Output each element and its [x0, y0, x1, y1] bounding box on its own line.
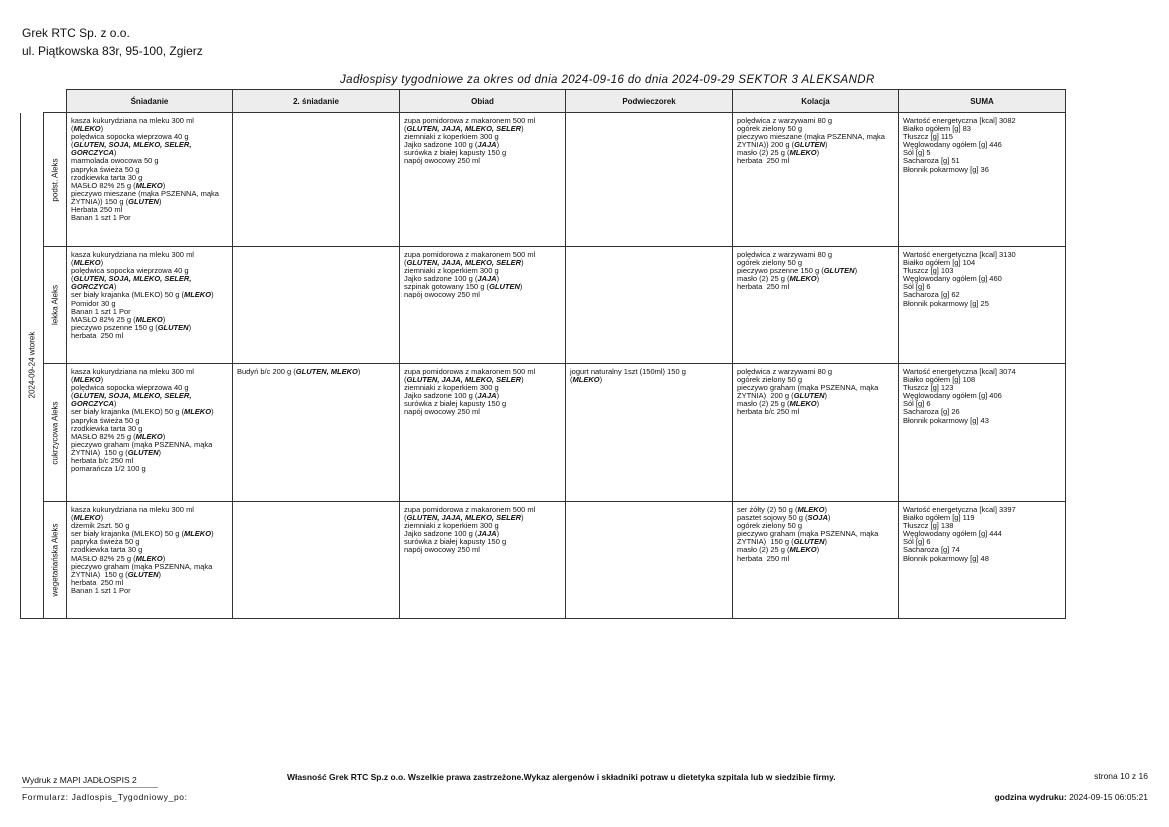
page-number: strona 10 z 16: [1094, 771, 1148, 781]
meal-cell-2-sniadanie: [233, 502, 400, 619]
meal-cell-kolacja: [733, 364, 899, 502]
allergen-text: GLUTEN: [127, 447, 159, 457]
meal-text: ): [599, 375, 603, 385]
date-cell: [21, 113, 44, 619]
diet-cell: [44, 502, 67, 619]
meal-text: ) polędwica sopocka wieprzowa 40 g (: [71, 258, 189, 284]
menu-body: [21, 113, 1066, 619]
allergen-text: GLUTEN: [823, 266, 855, 276]
meal-cell-obiad: [400, 502, 566, 619]
allergen-text: GLUTEN: [157, 322, 189, 332]
meal-cell-kolacja: [733, 502, 899, 619]
meal-text: ) masło (2) 25 g (: [737, 140, 828, 158]
meal-text: ) herbata 250 ml: [737, 545, 820, 563]
meal-text: ) surówka z białej kapusty 150 g napój owocowy 250 ml: [404, 140, 507, 166]
meal-text: ) surówka z białej kapusty 150 g napój owocowy 250 ml: [404, 529, 507, 555]
allergen-text: MLEKO: [73, 375, 101, 385]
meal-text: ) marmolada owocowa 50 g papryka świeża 50 g rzodkiewka tarta 30 g MASŁO 82% 25 g (: [71, 148, 159, 190]
meal-text: ) ziemniaki z koperkiem 300 g Jajko sadzone 100 g (: [404, 513, 524, 539]
diet-label: wegetariańska Aleks: [50, 523, 60, 597]
diet-cell: [44, 113, 67, 247]
meal-cell-suma: [899, 113, 1066, 247]
meal-cell-sniadanie: [67, 502, 233, 619]
table-row: [21, 502, 1066, 619]
meal-text: ) pieczywo graham (mąka PSZENNA, mąka ŻYTNIA) 150 g (: [71, 553, 213, 579]
menu-table: [20, 89, 1066, 619]
meal-text: ) papryka świeża 50 g rzodkiewka tarta 30 g MASŁO 82% 25 g (: [71, 407, 214, 441]
meal-text: ) polędwica sopocka wieprzowa 40 g (: [71, 124, 189, 150]
table-row: [21, 113, 1066, 247]
meal-text: ) Herbata 250 ml Banan 1 szt 1 Por: [71, 196, 162, 223]
header-row: [21, 90, 1066, 113]
meal-cell-suma: [899, 502, 1066, 619]
meal-text: polędwica z warzywami 80 g ogórek zielony 50 g pieczywo pszenne 150 g (: [737, 250, 833, 276]
col-header-podwieczorek: Podwieczorek: [566, 90, 733, 113]
col-header-2-sniadanie: 2. śniadanie: [233, 90, 400, 113]
allergen-text: JAJA: [477, 391, 497, 401]
allergen-text: GLUTEN, SOJA, MLEKO, SELER, GORCZYCA: [71, 391, 192, 409]
meal-cell-obiad: [400, 113, 566, 247]
col-header-obiad: Obiad: [400, 90, 566, 113]
meal-text: ) papryka świeża 50 g rzodkiewka tarta 30 g MASŁO 82% 25 g (: [71, 529, 214, 563]
allergen-text: SOJA: [807, 513, 828, 523]
allergen-text: MLEKO: [572, 375, 600, 385]
meal-text: kasza kukurydziana na mleku 300 ml (: [71, 505, 194, 523]
meal-cell-obiad: [400, 364, 566, 502]
form-name: Formularz: Jadlospis_Tygodniowy_po:: [22, 792, 188, 802]
table-row: [21, 364, 1066, 502]
meal-cell-2-sniadanie: [233, 113, 400, 247]
allergen-text: GLUTEN, SOJA, MLEKO, SELER, GORCZYCA: [71, 274, 192, 292]
allergen-text: MLEKO: [73, 513, 101, 523]
company-header: [22, 24, 203, 60]
col-header-kolacja: Kolacja: [733, 90, 899, 113]
allergen-text: MLEKO: [73, 258, 101, 268]
allergen-text: GLUTEN: [489, 282, 520, 292]
allergen-text: MLEKO: [789, 399, 817, 409]
col-header-sniadanie: Śniadanie: [67, 90, 233, 113]
allergen-text: GLUTEN, JAJA, MLEKO, SELER: [406, 513, 522, 523]
allergen-text: JAJA: [477, 529, 497, 539]
meal-cell-kolacja: [733, 247, 899, 364]
meal-cell-podwieczorek: [566, 502, 733, 619]
meal-text: zupa pomidorowa z makaronem 500 ml (: [404, 116, 536, 134]
meal-text: ) herbata b/c 250 ml pomarańcza 1/2 100 g: [71, 447, 162, 474]
meal-text: ) szpinak gotowany 150 g (: [404, 274, 500, 292]
footer-left: [22, 771, 188, 806]
print-time-value: 2024-09-15 06:05:21: [1069, 792, 1148, 802]
meal-cell-sniadanie: [67, 113, 233, 247]
allergen-text: GLUTEN, MLEKO: [295, 367, 358, 376]
allergen-text: MLEKO: [73, 124, 101, 134]
meal-text: ) ogórek zielony 50 g pieczywo graham (mąka PSZENNA, mąka ŻYTNIA) 150 g (: [737, 513, 879, 547]
meal-text: ) pieczywo graham (mąka PSZENNA, mąka ŻYTNIA) 150 g (: [71, 431, 213, 457]
meal-cell-podwieczorek: [566, 364, 733, 502]
allergen-text: GLUTEN: [127, 569, 159, 579]
meal-text: ) pieczywo mieszane (mąka PSZENNA, mąka ŻYTNIA)) 150 g (: [71, 180, 219, 206]
allergen-text: GLUTEN, JAJA, MLEKO, SELER: [406, 124, 522, 134]
meal-text: polędwica z warzywami 80 g ogórek zielony 50 g pieczywo mieszane (mąka PSZENNA, mąka ŻYTNIA)) 200 g (: [737, 116, 885, 150]
meal-text: ) herbata b/c 250 ml: [737, 399, 820, 417]
meal-cell-2-sniadanie: [233, 364, 400, 502]
allergen-text: GLUTEN, JAJA, MLEKO, SELER: [406, 258, 522, 268]
allergen-text: MLEKO: [135, 431, 163, 441]
allergen-text: MLEKO: [789, 545, 817, 555]
diet-cell: [44, 247, 67, 364]
ownership-note: Własność Grek RTC Sp.z o.o. Wszelkie prawa zastrzeżone.Wykaz alergenów i składniki potraw u dietetyka szpitala lub w siedzibie firmy.: [287, 772, 836, 782]
meal-text: ) ser biały krajanka (MLEKO) 50 g (: [71, 282, 184, 300]
meal-text: Wartość energetyczna [kcal] 3074 Białko ogółem [g] 108 Tłuszcz [g] 123 Węglowodany ogółem [g] 406 Sól [g] 6 Sacharoza [g] 26 Błonnik pokarmowy [g] 43: [903, 367, 1016, 425]
meal-text: zupa pomidorowa z makaronem 500 ml (: [404, 505, 536, 523]
company-address: ul. Piątkowska 83r, 95-100, Zgierz: [22, 44, 203, 58]
meal-text: ) Pomidor 30 g Banan 1 szt 1 Por MASŁO 82% 25 g (: [71, 290, 214, 324]
meal-cell-sniadanie: [67, 247, 233, 364]
meal-text: ) pasztet sojowy 50 g (: [737, 505, 828, 523]
allergen-text: MLEKO: [183, 290, 212, 300]
corner-cell: [21, 90, 67, 113]
table-row: [21, 247, 1066, 364]
meal-cell-suma: [899, 364, 1066, 502]
allergen-text: GLUTEN: [794, 140, 825, 150]
allergen-text: GLUTEN, JAJA, MLEKO, SELER: [406, 375, 522, 385]
meal-text: ) dżemik 2szt. 50 g ser biały krajanka (MLEKO) 50 g (: [71, 513, 184, 539]
diet-cell: [44, 364, 67, 502]
meal-text: ) herbata 250 ml: [737, 274, 820, 292]
meal-text: ) herbata 250 ml Banan 1 szt 1 Por: [71, 569, 162, 595]
allergen-text: MLEKO: [183, 529, 212, 539]
allergen-text: MLEKO: [183, 407, 212, 417]
date-label: 2024-09-24 wtorek: [27, 331, 37, 399]
meal-text: ) ziemniaki z koperkiem 300 g Jajko sadzone 100 g (: [404, 124, 524, 150]
meal-text: ) napój owocowy 250 ml: [404, 282, 523, 300]
meal-cell-podwieczorek: [566, 247, 733, 364]
meal-text: zupa pomidorowa z makaronem 500 ml (: [404, 367, 536, 385]
col-header-suma: SUMA: [899, 90, 1066, 113]
meal-text: ) masło (2) 25 g (: [737, 266, 858, 284]
diet-label: lekka Aleks: [50, 284, 60, 326]
meal-text: jogurt naturalny 1szt (150ml) 150 g (: [570, 367, 686, 385]
diet-label: podst. Aleks: [50, 157, 60, 202]
allergen-text: GLUTEN: [128, 196, 159, 206]
meal-text: ) ziemniaki z koperkiem 300 g Jajko sadzone 100 g (: [404, 258, 524, 284]
diet-label: cukrzycowa Aleks: [50, 400, 60, 465]
allergen-text: MLEKO: [789, 274, 817, 284]
company-name: Grek RTC Sp. z o.o.: [22, 26, 130, 40]
allergen-text: JAJA: [477, 274, 497, 284]
meal-cell-podwieczorek: [566, 113, 733, 247]
printout-source: Wydruk z MAPI JADŁOSPIS 2: [22, 775, 137, 785]
print-time-label: godzina wydruku:: [994, 792, 1067, 802]
meal-text: ) herbata 250 ml: [737, 148, 820, 166]
meal-cell-2-sniadanie: [233, 247, 400, 364]
meal-text: ) masło (2) 25 g (: [737, 391, 828, 409]
allergen-text: GLUTEN, SOJA, MLEKO, SELER, GORCZYCA: [71, 140, 192, 158]
allergen-text: MLEKO: [135, 553, 163, 563]
meal-text: kasza kukurydziana na mleku 300 ml (: [71, 250, 194, 268]
allergen-text: MLEKO: [797, 505, 825, 514]
page-title: Jadłospisy tygodniowe za okres od dnia 2024-09-16 do dnia 2024-09-29 SEKTOR 3 ALEKSANDR: [340, 74, 875, 86]
meal-text: ) ser biały krajanka (MLEKO) 50 g (: [71, 399, 184, 417]
allergen-text: GLUTEN: [793, 537, 825, 547]
meal-text: Wartość energetyczna [kcal] 3397 Białko ogółem [g] 119 Tłuszcz [g] 138 Węglowodany ogółem [g] 444 Sól [g] 6 Sacharoza [g] 74 Błonnik pokarmowy [g] 48: [903, 505, 1016, 563]
meal-cell-suma: [899, 247, 1066, 364]
meal-text: Wartość energetyczna [kcal] 3082 Białko ogółem [g] 83 Tłuszcz [g] 115 Węglowodany ogółem [g] 446 Sól [g] 5 Sacharoza [g] 51 Błonnik pokarmowy [g] 36: [903, 116, 1016, 174]
meal-text: ): [357, 367, 361, 376]
meal-text: polędwica z warzywami 80 g ogórek zielony 50 g pieczywo graham (mąka PSZENNA, mąka ŻYTNIA) 200 g (: [737, 367, 879, 401]
meal-cell-sniadanie: [67, 364, 233, 502]
meal-text: kasza kukurydziana na mleku 300 ml (: [71, 367, 194, 385]
meal-text: ) polędwica sopocka wieprzowa 40 g (: [71, 375, 189, 401]
meal-cell-obiad: [400, 247, 566, 364]
meal-text: ) ziemniaki z koperkiem 300 g Jajko sadzone 100 g (: [404, 375, 524, 401]
meal-text: ) pieczywo pszenne 150 g (: [71, 314, 166, 332]
allergen-text: JAJA: [477, 140, 497, 150]
meal-text: Wartość energetyczna [kcal] 3130 Białko ogółem [g] 104 Tłuszcz [g] 103 Węglowodany ogółem [g] 460 Sól [g] 6 Sacharoza [g] 62 Błonnik pokarmowy [g] 25: [903, 250, 1016, 308]
meal-text: kasza kukurydziana na mleku 300 ml (: [71, 116, 194, 134]
allergen-text: GLUTEN: [793, 391, 825, 401]
meal-text: ) surówka z białej kapusty 150 g napój owocowy 250 ml: [404, 391, 507, 417]
meal-cell-kolacja: [733, 113, 899, 247]
meal-text: ) herbata 250 ml: [71, 322, 192, 340]
meal-text: ) masło (2) 25 g (: [737, 537, 828, 555]
meal-text: zupa pomidorowa z makaronem 500 ml (: [404, 250, 536, 268]
meal-text: ser żółty (2) 50 g (: [737, 505, 798, 514]
meal-text: Budyń b/c 200 g (: [237, 367, 296, 376]
allergen-text: MLEKO: [135, 180, 163, 190]
allergen-text: MLEKO: [135, 314, 163, 324]
allergen-text: MLEKO: [789, 148, 817, 158]
print-time: [994, 792, 1148, 802]
